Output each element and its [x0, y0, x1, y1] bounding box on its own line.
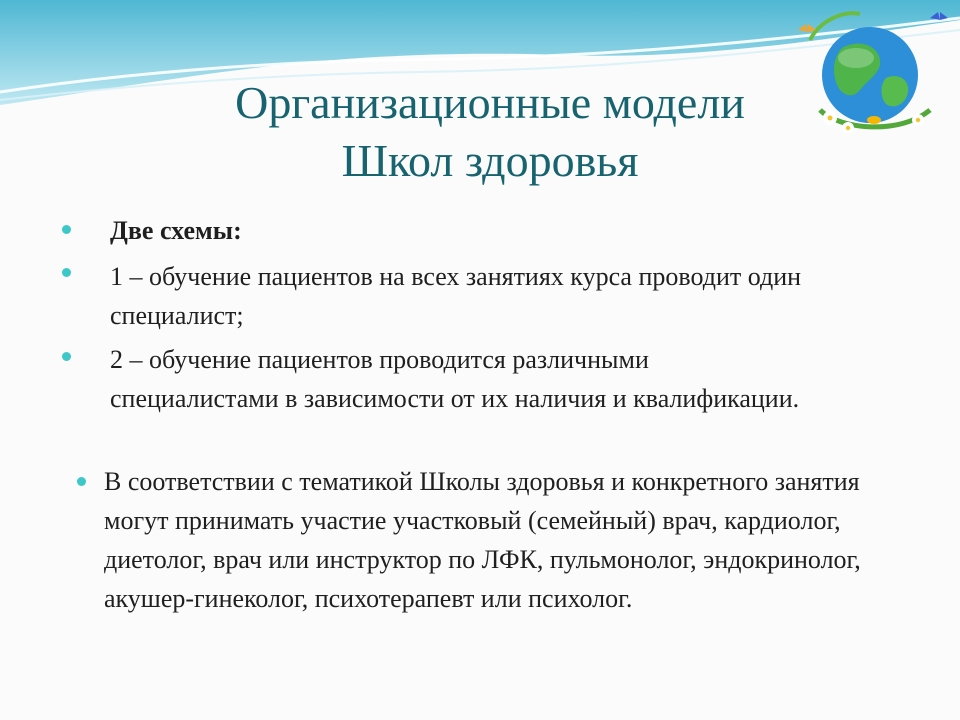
bullet-icon: [77, 477, 86, 486]
title-line-2: Школ здоровья: [341, 135, 639, 186]
bullet-icon: [62, 268, 71, 277]
bullet-text: 2 – обучение пациентов проводится различными специалистами в зависимости от их наличия и квалификации.: [110, 345, 800, 413]
bullet-text: Две схемы:: [110, 216, 242, 245]
bullet-icon: [62, 352, 71, 361]
bullet-icon: [62, 225, 71, 234]
bullet-text: 1 – обучение пациентов на всех занятиях курса проводит один специалист;: [110, 262, 802, 330]
title-line-1: Организационные модели: [235, 77, 745, 128]
bullet-text: В соответствии с тематикой Школы здоровья и конкретного занятия могут принимать участие участковый (семейный) врач, кардиолог, диетолог, врач или инструктор по ЛФК, пульмонолог, эндокринолог, акушер-гинеколог, психотерапевт или психолог.: [104, 467, 861, 613]
